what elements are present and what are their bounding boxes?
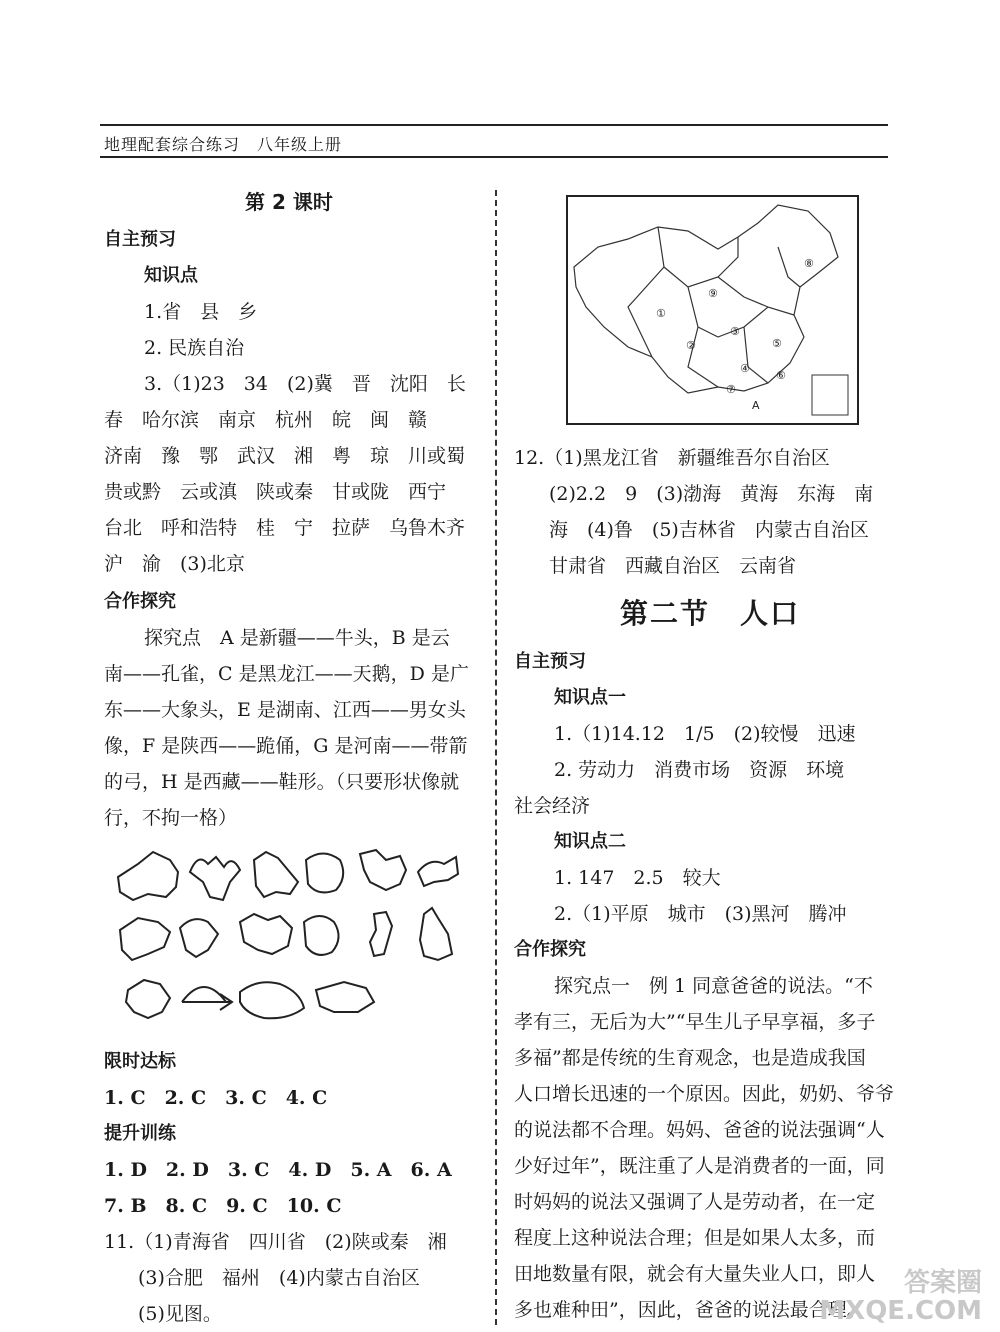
answer-line: (5)见图。 — [138, 1303, 222, 1325]
figurine-shape — [420, 908, 452, 960]
header-rule-bottom — [100, 156, 888, 158]
map-label: ⑤ — [772, 337, 782, 350]
explore-line: 南——孔雀，C 是黑龙江——天鹅，D 是广 — [104, 663, 469, 685]
map-label: ⑧ — [804, 257, 814, 270]
explore-line: 探究点 A 是新疆——牛头，B 是云 — [144, 627, 450, 649]
section-title: 第二节 人口 — [620, 597, 801, 630]
map-label: ④ — [740, 362, 750, 375]
explore-line: 的弓，H 是西藏——鞋形。（只要形状像就 — [104, 771, 460, 793]
map-label: ⑥ — [776, 369, 786, 382]
section-heading-improve: 提升训练 — [104, 1123, 176, 1144]
watermark — [819, 1269, 982, 1325]
answer-line: 7. B 8. C 9. C 10. C — [104, 1195, 342, 1217]
answer-line: 春 哈尔滨 南京 杭州 皖 闽 赣 — [104, 409, 428, 431]
knowledge-point-heading: 知识点 — [144, 265, 198, 286]
swan-shape — [418, 857, 458, 886]
hunan-jiangxi-shape — [240, 914, 292, 954]
watermark-line: 答案圈 — [903, 1268, 982, 1298]
running-header: 地理配套综合练习 八年级上册 — [104, 135, 343, 154]
answer-line: 2. 民族自治 — [144, 337, 245, 359]
explore-line: 的说法都不合理。妈妈、爸爸的说法强调“人 — [514, 1119, 885, 1141]
bow-arrow-shape — [182, 987, 232, 1010]
china-map-figure — [566, 195, 859, 425]
china-map-svg — [568, 197, 857, 423]
section-heading-explore: 合作探究 — [514, 939, 586, 960]
map-label: ① — [656, 307, 666, 320]
answer-line: 1.（1)14.12 1/5 (2)较慢 迅速 — [554, 723, 856, 745]
explore-line: 少好过年”，既注重了人是消费者的一面，同 — [514, 1155, 885, 1177]
explore-line: 行，不拘一格） — [104, 807, 238, 829]
section-heading-explore: 合作探究 — [104, 591, 176, 612]
explore-line: 时妈妈的说法又强调了人是劳动者，在一定 — [514, 1191, 876, 1213]
xinjiang-shape — [118, 852, 178, 900]
answer-line: 2.（1)平原 城市 (3)黑河 腾冲 — [554, 903, 847, 925]
shoe-shape — [316, 982, 374, 1012]
answer-line: 3.（1)23 34 (2)冀 晋 沈阳 长 — [144, 373, 466, 395]
map-label-a: A — [752, 399, 760, 412]
answer-line: (3)合肥 福州 (4)内蒙古自治区 — [138, 1267, 420, 1289]
lesson-title: 第 2 课时 — [245, 190, 333, 214]
explore-line: 多也难种田”，因此，爸爸的说法最合理。 — [514, 1299, 866, 1321]
answer-line: 台北 呼和浩特 桂 宁 拉萨 乌鲁木齐 — [104, 517, 466, 539]
column-divider — [495, 190, 497, 1325]
guangdong-shape — [120, 918, 170, 960]
header-rule-top — [100, 124, 888, 126]
explore-line: 孝有三，无后为大”“早生儿子早享福，多子 — [514, 1011, 876, 1033]
heads-shape — [304, 916, 339, 955]
peacock-shape — [306, 854, 343, 893]
answer-line: 社会经济 — [514, 795, 591, 817]
answer-line: 11.（1)青海省 四川省 (2)陕或秦 湘 — [104, 1231, 447, 1253]
answer-line: (2)2.2 9 (3)渤海 黄海 东海 南 — [549, 483, 874, 505]
answer-line: 1. D 2. D 3. C 4. D 5. A 6. A — [104, 1159, 452, 1181]
heilongjiang-shape — [360, 850, 406, 890]
henan-shape — [126, 980, 170, 1018]
shaanxi-shape — [370, 912, 392, 956]
answer-line: 1. C 2. C 3. C 4. C — [104, 1087, 328, 1109]
bull-head-shape — [190, 857, 240, 900]
answer-line: 海 (4)鲁 (5)吉林省 内蒙古自治区 — [549, 519, 869, 541]
answer-line: 贵或黔 云或滇 陕或秦 甘或陇 西宁 — [104, 481, 447, 503]
answer-line: 济南 豫 鄂 武汉 湘 粤 琼 川或蜀 — [104, 445, 466, 467]
map-label: ⑨ — [708, 287, 718, 300]
explore-line: 田地数量有限，就会有大量失业人口，即人 — [514, 1263, 876, 1285]
map-label: ⑦ — [726, 383, 736, 396]
section-heading-preview: 自主预习 — [514, 651, 586, 672]
map-label: ③ — [730, 325, 740, 338]
section-heading-timed: 限时达标 — [104, 1051, 176, 1072]
explore-line: 多福”都是传统的生育观念，也是造成我国 — [514, 1047, 866, 1069]
answer-line: 沪 渝 (3)北京 — [104, 553, 245, 575]
explore-line: 程度上这种说法合理；但是如果人太多，而 — [514, 1227, 876, 1249]
china-outline — [574, 205, 838, 393]
watermark-line: MXQE.COM — [819, 1296, 982, 1326]
south-sea-inset — [812, 375, 848, 415]
explore-line: 东——大象头，E 是湖南、江西——男女头 — [104, 699, 466, 721]
yunnan-shape — [254, 852, 298, 897]
answer-line: 1.省 县 乡 — [144, 301, 258, 323]
tibet-shape — [240, 982, 304, 1018]
knowledge-point-heading: 知识点一 — [554, 687, 626, 708]
knowledge-point-heading: 知识点二 — [554, 831, 626, 852]
explore-line: 人口增长迅速的一个原因。因此，奶奶、爷爷 — [514, 1083, 895, 1105]
answer-line: 甘肃省 西藏自治区 云南省 — [549, 555, 797, 577]
elephant-head-shape — [180, 919, 218, 957]
answer-line: 1. 147 2.5 较大 — [554, 867, 721, 889]
province-shapes-figure — [108, 842, 478, 1032]
explore-line: 探究点一 例 1 同意爸爸的说法。“不 — [554, 975, 873, 997]
explore-line: 像，F 是陕西——跪俑，G 是河南——带箭 — [104, 735, 468, 757]
section-heading-preview: 自主预习 — [104, 229, 176, 250]
map-label: ② — [686, 339, 696, 352]
answer-line: 2. 劳动力 消费市场 资源 环境 — [554, 759, 845, 781]
answer-line: 12.（1)黑龙江省 新疆维吾尔自治区 — [514, 447, 830, 469]
